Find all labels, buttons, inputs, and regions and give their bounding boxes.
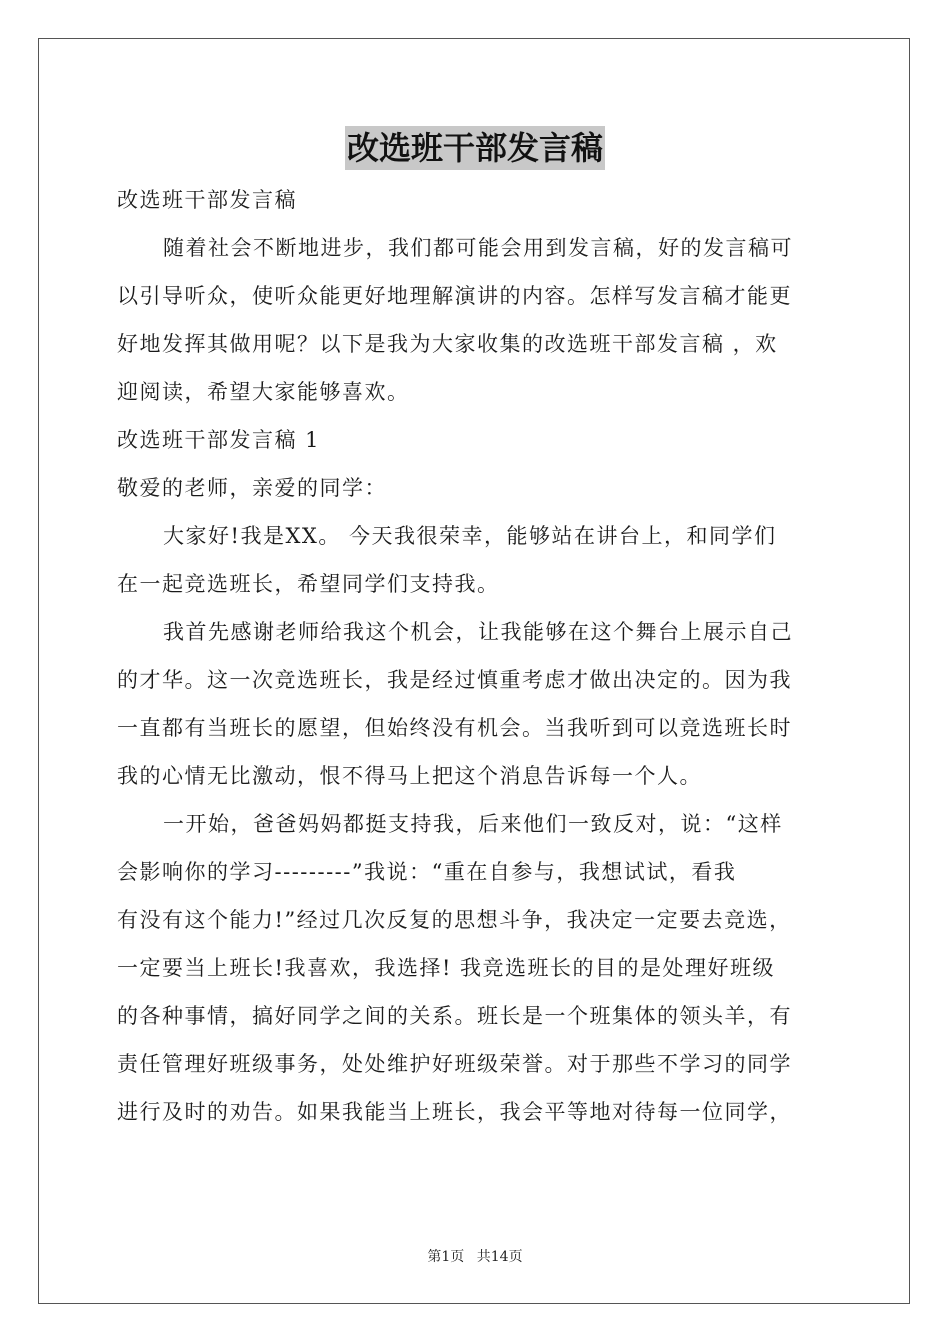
title-container bbox=[0, 126, 950, 170]
page-total: 共14页 bbox=[476, 1249, 523, 1265]
text-line: 大家好!我是XX。 今天我很荣幸，能够站在讲台上，和同学们 bbox=[163, 524, 777, 548]
text-line: 会影响你的学习---------”我说：“重在自参与，我想试试，看我 bbox=[117, 860, 737, 884]
text-line: 的各种事情，搞好同学之间的关系。班长是一个班集体的领头羊，有 bbox=[117, 1004, 792, 1028]
text-line: 改选班干部发言稿 bbox=[117, 188, 297, 212]
text-line: 好地发挥其做用呢？以下是我为大家收集的改选班干部发言稿 ，欢 bbox=[117, 332, 778, 356]
text-line: 以引导听众，使听众能更好地理解演讲的内容。怎样写发言稿才能更 bbox=[117, 284, 792, 308]
text-line: 敬爱的老师，亲爱的同学： bbox=[117, 476, 387, 500]
text-line: 迎阅读，希望大家能够喜欢。 bbox=[117, 380, 410, 404]
text-line: 在一起竞选班长，希望同学们支持我。 bbox=[117, 572, 500, 596]
text-line: 我的心情无比激动，恨不得马上把这个消息告诉每一个人。 bbox=[117, 764, 702, 788]
text-line: 我首先感谢老师给我这个机会，让我能够在这个舞台上展示自己 bbox=[163, 620, 793, 644]
document-title: 改选班干部发言稿 bbox=[345, 126, 605, 170]
text-line: 进行及时的劝告。如果我能当上班长，我会平等地对待每一位同学， bbox=[117, 1100, 792, 1124]
text-line: 一开始，爸爸妈妈都挺支持我，后来他们一致反对，说：“这样 bbox=[163, 812, 783, 836]
text-line: 的才华。这一次竞选班长，我是经过慎重考虑才做出决定的。因为我 bbox=[117, 668, 792, 692]
page-footer bbox=[0, 1246, 950, 1266]
text-line: 一直都有当班长的愿望，但始终没有机会。当我听到可以竞选班长时 bbox=[117, 716, 792, 740]
text-line: 一定要当上班长!我喜欢，我选择! 我竞选班长的目的是处理好班级 bbox=[117, 956, 776, 980]
page-number: 第1页 bbox=[427, 1249, 465, 1265]
text-line: 改选班干部发言稿 1 bbox=[117, 428, 321, 452]
text-line: 有没有这个能力!”经过几次反复的思想斗争，我决定一定要去竞选， bbox=[117, 908, 792, 932]
text-line: 随着社会不断地进步，我们都可能会用到发言稿，好的发言稿可 bbox=[163, 236, 793, 260]
document-body bbox=[117, 176, 837, 1136]
text-line: 责任管理好班级事务，处处维护好班级荣誉。对于那些不学习的同学 bbox=[117, 1052, 792, 1076]
